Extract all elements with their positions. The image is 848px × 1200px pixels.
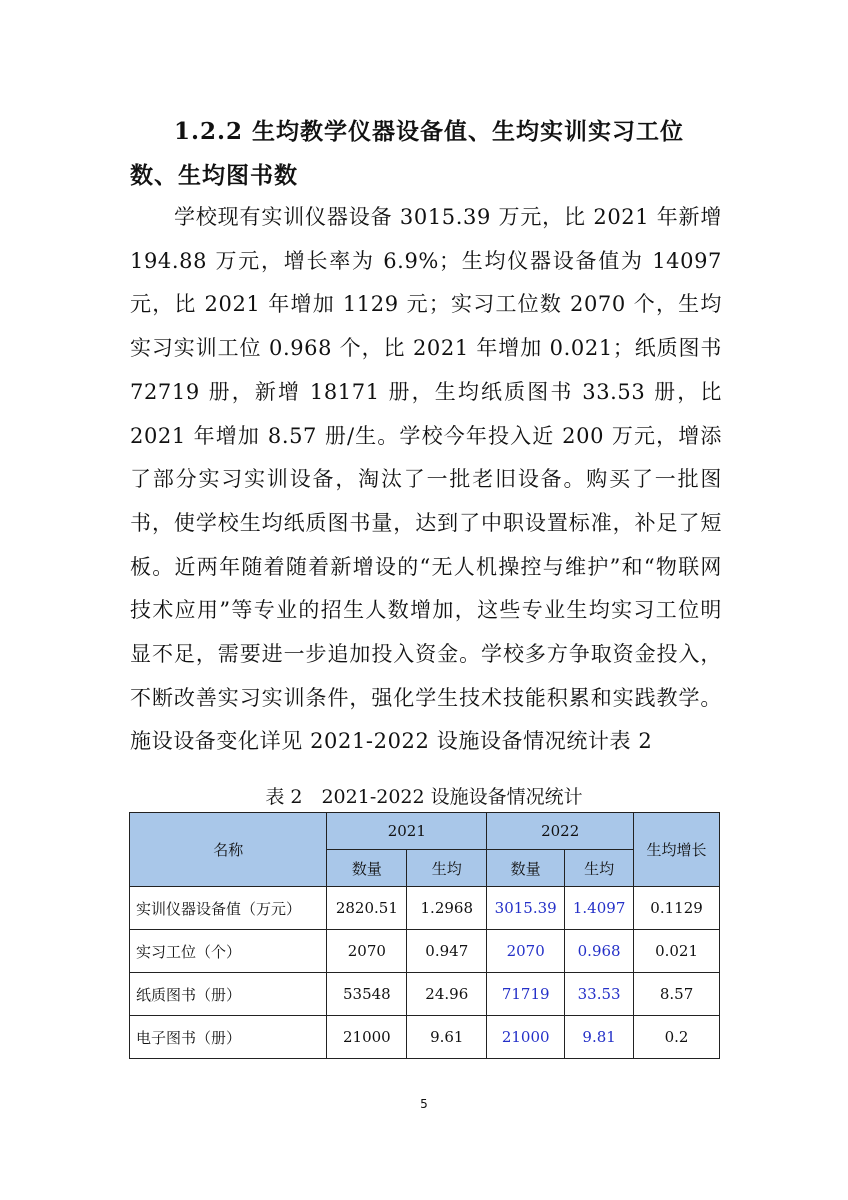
header-per-student-increase: 生均增长 [634,813,720,887]
table-caption: 表 2 2021-2022 设施设备情况统计 [265,786,583,808]
body-paragraph: 学校现有实训仪器设备 3015.39 万元，比 2021 年新增 194.88 万元，增长率为 6.9%；生均仪器设备值为 14097 元，比 2021 年增加 1129 元；实习工位数 2070 个，生均实习实训工位 0.968 个，比 2021 年增加 0.021；纸质图书 72719 册，新增 18171 册，生均纸质图书 33.53 册，比 2021 年增加 8.57 册/生。学校今年投入近 200 万元，增添了部分实习实训设备，淘汰了一批老旧设备。购买了一批图书，使学校生均纸质图书量，达到了中职设置标准，补足了短板。近两年随着随着新增设的“无人机操控与维护”和“物联网技术应用”等专业的招生人数增加，这些专业生均实习工位明显不足，需要进一步追加投入资金。学校多方争取资金投入，不断改善实习实训条件，强化学生技术技能积累和实践教学。施设设备变化详见 2021-2022 设施设备情况统计表 2 [130,205,722,754]
cell-quantity-2021: 2070 [327,930,407,973]
table-row [130,930,720,973]
cell-quantity-2022: 21000 [487,1016,565,1059]
table-row [130,1016,720,1059]
cell-quantity-2021: 53548 [327,973,407,1016]
section-heading: 1.2.2 生均教学仪器设备值、生均实训实习工位数、生均图书数 [130,118,685,189]
cell-increase: 0.2 [634,1016,720,1059]
cell-per-student-2021: 1.2968 [407,887,487,930]
header-per-student-2022: 生均 [565,850,634,887]
header-per-student-2021: 生均 [407,850,487,887]
header-year-2022: 2022 [487,813,634,850]
page-number: 5 [420,1097,428,1111]
table-row [130,973,720,1016]
cell-increase: 0.1129 [634,887,720,930]
cell-per-student-2021: 9.61 [407,1016,487,1059]
cell-quantity-2021: 2820.51 [327,887,407,930]
header-year-2021: 2021 [327,813,487,850]
cell-per-student-2021: 24.96 [407,973,487,1016]
row-name: 电子图书（册） [130,1016,327,1059]
facility-stats-table [129,812,720,1059]
header-quantity-2022: 数量 [487,850,565,887]
cell-per-student-2022: 1.4097 [565,887,634,930]
cell-increase: 8.57 [634,973,720,1016]
cell-per-student-2022: 9.81 [565,1016,634,1059]
table-row [130,887,720,930]
cell-quantity-2022: 3015.39 [487,887,565,930]
cell-per-student-2022: 33.53 [565,973,634,1016]
cell-per-student-2021: 0.947 [407,930,487,973]
cell-per-student-2022: 0.968 [565,930,634,973]
cell-quantity-2022: 71719 [487,973,565,1016]
row-name: 纸质图书（册） [130,973,327,1016]
cell-increase: 0.021 [634,930,720,973]
header-name: 名称 [130,813,327,887]
row-name: 实习工位（个） [130,930,327,973]
row-name: 实训仪器设备值（万元） [130,887,327,930]
cell-quantity-2021: 21000 [327,1016,407,1059]
cell-quantity-2022: 2070 [487,930,565,973]
header-quantity-2021: 数量 [327,850,407,887]
